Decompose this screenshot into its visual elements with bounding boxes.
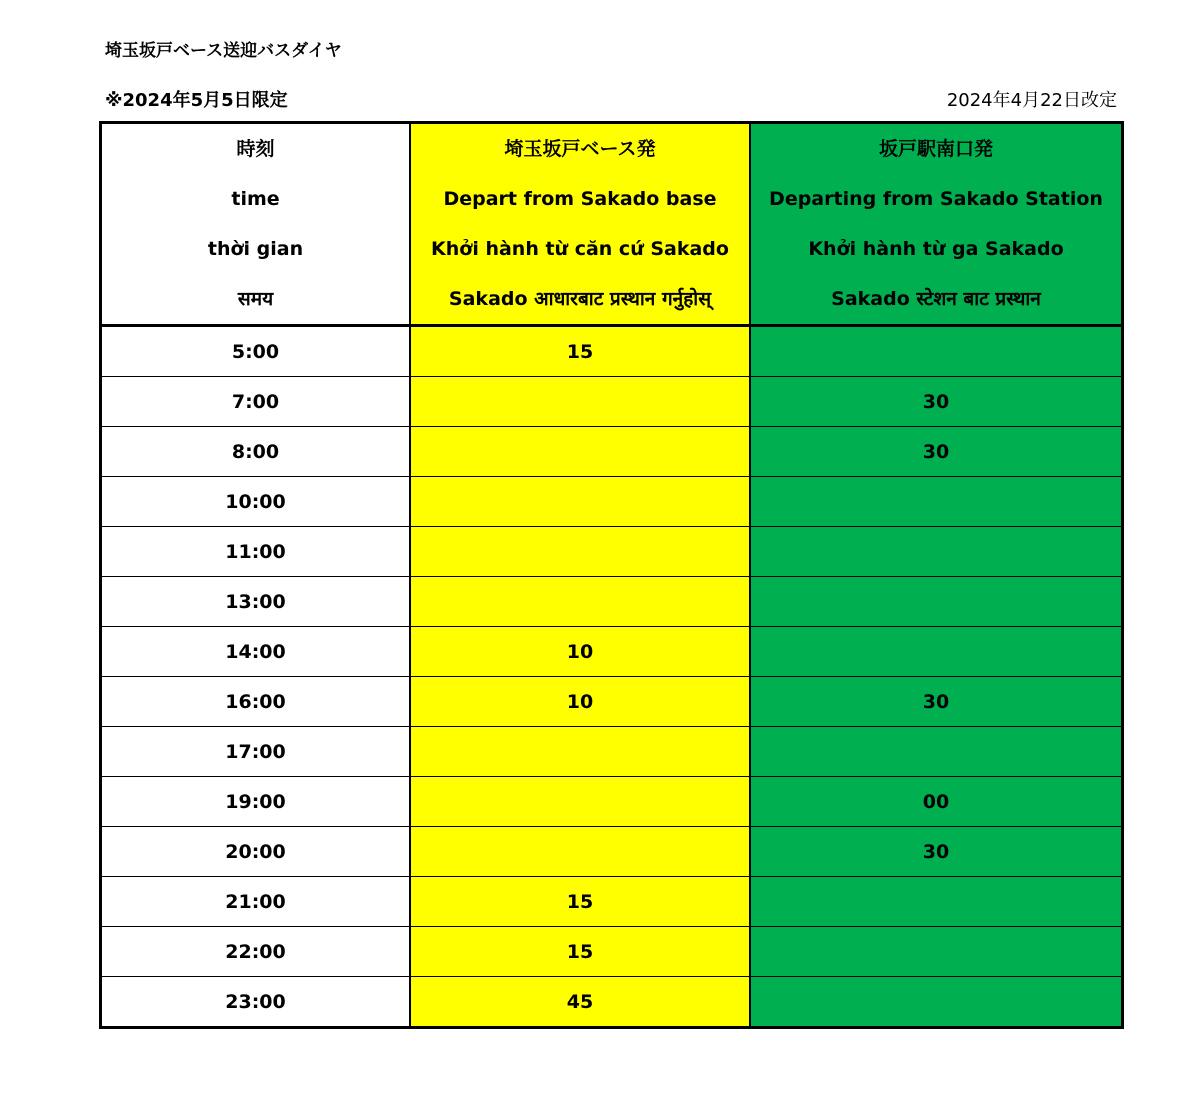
header-base-en: Depart from Sakado base xyxy=(443,188,717,210)
bus-timetable xyxy=(99,121,1124,1029)
base-departure-cell xyxy=(410,477,750,527)
time-cell: 20:00 xyxy=(101,827,411,877)
time-cell: 10:00 xyxy=(101,477,411,527)
base-departure-cell: 15 xyxy=(410,877,750,927)
revision-date: 2024年4月22日改定 xyxy=(946,90,1117,111)
station-departure-cell xyxy=(750,527,1123,577)
timetable-body xyxy=(101,326,1123,1028)
table-row xyxy=(101,577,1123,627)
table-row xyxy=(101,827,1123,877)
header-time xyxy=(101,123,411,326)
header-station xyxy=(750,123,1123,326)
table-row xyxy=(101,377,1123,427)
station-departure-cell: 30 xyxy=(750,827,1123,877)
time-cell: 22:00 xyxy=(101,927,411,977)
time-cell: 8:00 xyxy=(101,427,411,477)
base-departure-cell xyxy=(410,527,750,577)
time-cell: 17:00 xyxy=(101,727,411,777)
station-departure-cell: 00 xyxy=(750,777,1123,827)
time-cell: 23:00 xyxy=(101,977,411,1028)
time-cell: 5:00 xyxy=(101,326,411,377)
station-departure-cell xyxy=(750,577,1123,627)
base-departure-cell: 45 xyxy=(410,977,750,1028)
base-departure-cell: 15 xyxy=(410,326,750,377)
header-station-en: Departing from Sakado Station xyxy=(769,188,1103,210)
header-base-ja: 埼玉坂戸ベース発 xyxy=(504,138,656,160)
time-cell: 19:00 xyxy=(101,777,411,827)
time-cell: 11:00 xyxy=(101,527,411,577)
base-departure-cell xyxy=(410,577,750,627)
table-row xyxy=(101,677,1123,727)
document-title: 埼玉坂戸ベース送迎バスダイヤ xyxy=(105,41,342,61)
station-departure-cell xyxy=(750,877,1123,927)
table-row xyxy=(101,427,1123,477)
header-station-vi: Khởi hành từ ga Sakado xyxy=(808,238,1064,260)
base-departure-cell xyxy=(410,827,750,877)
base-departure-cell: 10 xyxy=(410,677,750,727)
table-row xyxy=(101,727,1123,777)
table-row xyxy=(101,927,1123,977)
header-time-vi: thời gian xyxy=(207,238,304,260)
time-cell: 7:00 xyxy=(101,377,411,427)
base-departure-cell xyxy=(410,777,750,827)
base-departure-cell xyxy=(410,427,750,477)
station-departure-cell xyxy=(750,326,1123,377)
station-departure-cell xyxy=(750,927,1123,977)
table-row xyxy=(101,627,1123,677)
table-row xyxy=(101,977,1123,1028)
header-row xyxy=(101,123,1123,326)
time-cell: 21:00 xyxy=(101,877,411,927)
base-departure-cell: 15 xyxy=(410,927,750,977)
time-cell: 14:00 xyxy=(101,627,411,677)
station-departure-cell xyxy=(750,727,1123,777)
header-station-ne: Sakado स्टेशन बाट प्रस्थान xyxy=(831,288,1041,310)
station-departure-cell: 30 xyxy=(750,427,1123,477)
header-base xyxy=(410,123,750,326)
header-time-ja: 時刻 xyxy=(236,138,275,160)
table-row xyxy=(101,477,1123,527)
table-row xyxy=(101,877,1123,927)
station-departure-cell: 30 xyxy=(750,677,1123,727)
station-departure-cell: 30 xyxy=(750,377,1123,427)
time-cell: 16:00 xyxy=(101,677,411,727)
base-departure-cell xyxy=(410,377,750,427)
base-departure-cell: 10 xyxy=(410,627,750,677)
table-row xyxy=(101,777,1123,827)
time-cell: 13:00 xyxy=(101,577,411,627)
station-departure-cell xyxy=(750,477,1123,527)
table-row xyxy=(101,326,1123,377)
base-departure-cell xyxy=(410,727,750,777)
header-time-ne: समय xyxy=(237,288,274,310)
table-row xyxy=(101,527,1123,577)
header-base-vi: Khởi hành từ căn cứ Sakado xyxy=(431,238,729,260)
header-station-ja: 坂戸駅南口発 xyxy=(878,138,993,160)
header-time-en: time xyxy=(231,188,280,210)
header-base-ne: Sakado आधारबाट प्रस्थान गर्नुहोस् xyxy=(448,288,712,310)
date-note: ※2024年5月5日限定 xyxy=(105,90,288,111)
station-departure-cell xyxy=(750,627,1123,677)
station-departure-cell xyxy=(750,977,1123,1028)
